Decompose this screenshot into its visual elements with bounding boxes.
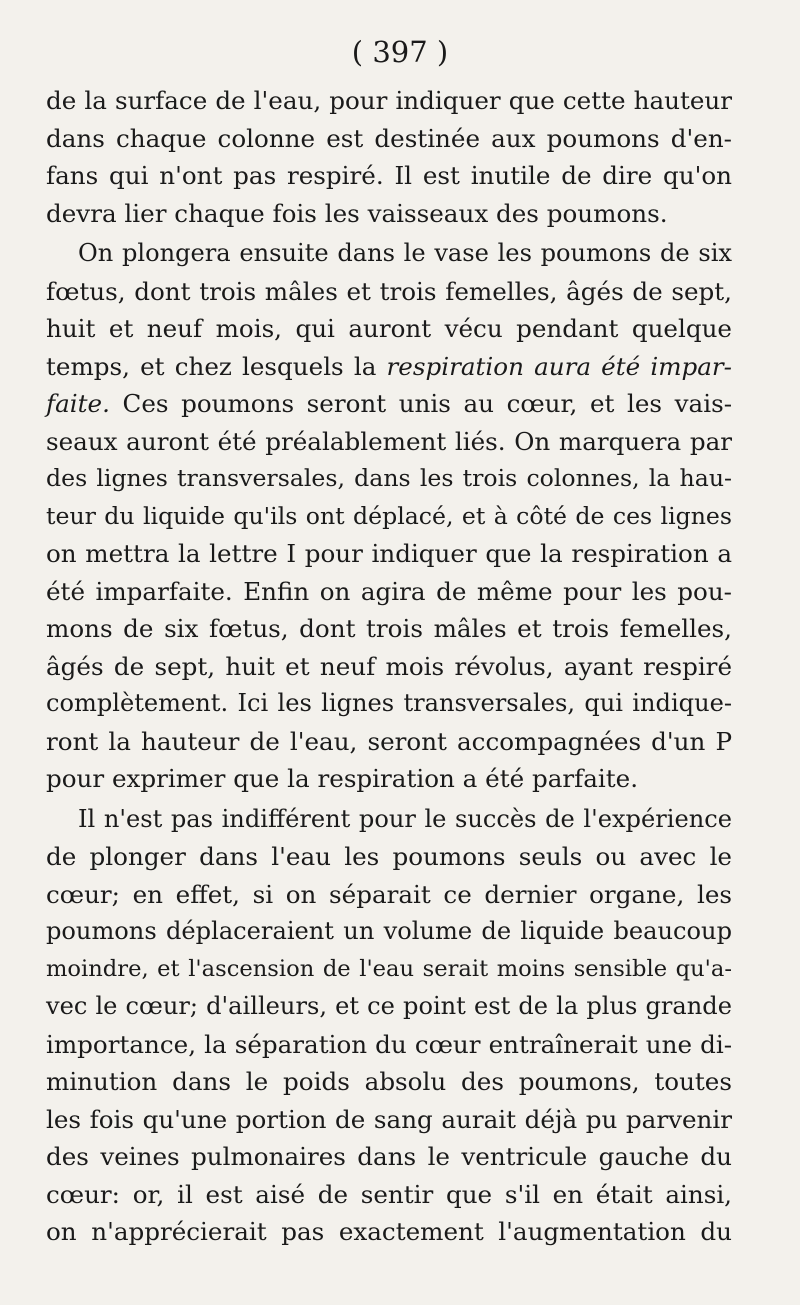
text-line: vec le cœur; d'ailleurs, et ce point est de la plus grande — [46, 992, 732, 1020]
text-line: fœtus, dont trois mâles et trois femelles, âgés de sept, — [46, 276, 732, 306]
text-line: fans qui n'ont pas respiré. Il est inutile de dire qu'on — [46, 161, 732, 190]
text-line: des veines pulmonaires dans le ventricule gauche du — [46, 1142, 732, 1171]
text-line: huit et neuf mois, qui auront vécu pendant quelque — [46, 314, 732, 343]
text-line: ront la hauteur de l'eau, seront accompagnées d'un P — [46, 726, 732, 756]
text-line: On plongera ensuite dans le vase les poumons de six — [78, 239, 732, 267]
text-run: Ces poumons seront unis au cœur, et les vais- — [122, 389, 732, 418]
text-run: temps, et chez lesquels la — [46, 351, 377, 381]
text-line: mons de six fœtus, dont trois mâles et trois femelles, — [46, 614, 732, 643]
text-line: de la surface de l'eau, pour indiquer que cette hauteur — [46, 86, 732, 115]
text-line: importance, la séparation du cœur entraînerait une di- — [46, 1029, 732, 1059]
text-line: on n'apprécierait pas exactement l'augmentation du — [46, 1217, 732, 1246]
text-line: minution dans le poids absolu des poumons, toutes — [46, 1067, 732, 1096]
italic-run: faite. — [46, 389, 110, 418]
body-text — [46, 82, 732, 1251]
text-line: Il n'est pas indifférent pour le succès de l'expérience — [78, 804, 732, 833]
text-line — [46, 385, 732, 423]
text-line: poumons déplaceraient un volume de liquide beaucoup — [46, 917, 732, 945]
text-line: les fois qu'une portion de sang aurait déjà pu parvenir — [46, 1104, 732, 1134]
text-line: complètement. Ici les lignes transversales, qui indique- — [46, 689, 732, 717]
text-line: cœur: or, il est aisé de sentir que s'il en était ainsi, — [46, 1179, 732, 1209]
text-line: pour exprimer que la respiration a été parfaite. — [46, 764, 639, 793]
text-line — [46, 348, 732, 386]
text-line: âgés de sept, huit et neuf mois révolus, ayant respiré — [46, 651, 732, 681]
text-line: de plonger dans l'eau les poumons seuls ou avec le — [46, 842, 732, 871]
text-line: devra lier chaque fois les vaisseaux des poumons. — [46, 198, 668, 228]
page-number: ( 397 ) — [351, 35, 449, 69]
text-line: été imparfaite. Enfin on agira de même pour les pou- — [46, 576, 732, 606]
text-line: teur du liquide qu'ils ont déplacé, et à côté de ces lignes — [46, 501, 732, 530]
text-line: dans chaque colonne est destinée aux poumons d'en- — [46, 123, 732, 153]
text-line: seaux auront été préalablement liés. On marquera par — [46, 426, 732, 456]
text-line: on mettra la lettre I pour indiquer que la respiration a — [46, 539, 732, 568]
italic-run: respiration aura été impar- — [386, 351, 732, 381]
text-line: moindre, et l'ascension de l'eau serait moins sensible qu'a- — [46, 955, 732, 982]
text-line: des lignes transversales, dans les trois colonnes, la hau- — [46, 464, 732, 492]
text-line: cœur; en effet, si on séparait ce dernier organe, les — [46, 879, 732, 909]
